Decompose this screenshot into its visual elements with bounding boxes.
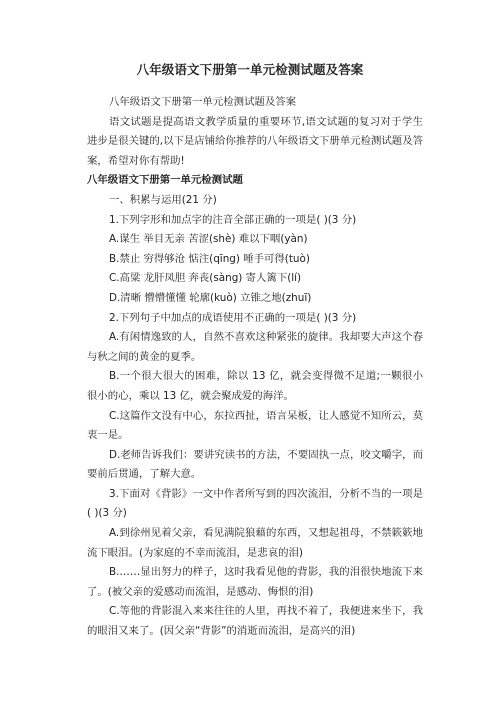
question-3-option-a: A.到徐州见着父亲，看见满院狼藉的东西，又想起祖母，不禁簌簌地流下眼泪。(为家庭的不幸而流泪，是悲哀的泪) — [87, 527, 423, 559]
section-heading: 八年级语文下册第一单元检测试题 — [87, 174, 243, 187]
question-1-option-a: A.谋生 举目无亲 苦涩(shè) 难以下咽(yàn) — [109, 233, 308, 246]
question-1: 1.下列字形和加点字的注音全部正确的一项是( )(3 分) — [109, 213, 357, 226]
question-2-option-b: B.一个很大很大的困难，除以 13 亿，就会变得微不足道;一颗很小很小的心，乘以 13 亿，就会聚成爱的海洋。 — [87, 370, 423, 402]
question-2: 2.下列句子中加点的成语使用不正确的一项是( )(3 分) — [109, 311, 357, 324]
question-2-option-c: C.这篇作文没有中心，东拉西扯，语言呆板，让人感觉不知所云，莫衷一是。 — [87, 409, 423, 442]
question-1-option-d: D.清晰 懵懵懂懂 轮廓(kuò) 立锥之地(zhuī) — [109, 291, 312, 304]
question-2-option-d: D.老师告诉我们：要讲究读书的方法，不要固执一点，咬文嚼字，而要前后贯通，了解大意。 — [87, 448, 423, 481]
question-1-option-b: B.禁止 穷得够沧 惦注(qīng) 唾手可得(tuò) — [109, 252, 310, 265]
part-one-heading: 一、积累与运用(21 分) — [109, 193, 217, 206]
question-1-option-c: C.高粱 龙肝凤胆 奔丧(sàng) 寄人篱下(lí) — [109, 272, 302, 285]
question-3-option-b: B.……显出努力的样子，这时我看见他的背影，我的泪很快地流下来了。(被父亲的爱感动而流泪，是感动、悔恨的泪) — [87, 566, 423, 598]
intro-paragraph: 语文试题是提高语文教学质量的重要环节,语文试题的复习对于学生进步是很关键的,以下是店铺给你推荐的八年级语文下册单元检测试题及答案，希望对你有帮助! — [87, 115, 423, 167]
question-3: 3.下面对《背影》一文中作者所写到的四次流泪，分析不当的一项是( )(3 分) — [87, 487, 423, 520]
question-3-option-c: C.等他的背影混入来来往往的人里，再找不着了，我便进来坐下，我的眼泪又来了。(因父亲“背影”的消逝而流泪，是高兴的泪) — [87, 605, 423, 638]
intro-heading: 八年级语文下册第一单元检测试题及答案 — [109, 96, 297, 108]
page-title: 八年级语文下册第一单元检测试题及答案 — [136, 62, 364, 77]
question-2-option-a: A.有闲情逸致的人，自然不喜欢这种紧张的旋律。我却要大声这个春与秋之间的黄金的夏季。 — [87, 331, 423, 363]
